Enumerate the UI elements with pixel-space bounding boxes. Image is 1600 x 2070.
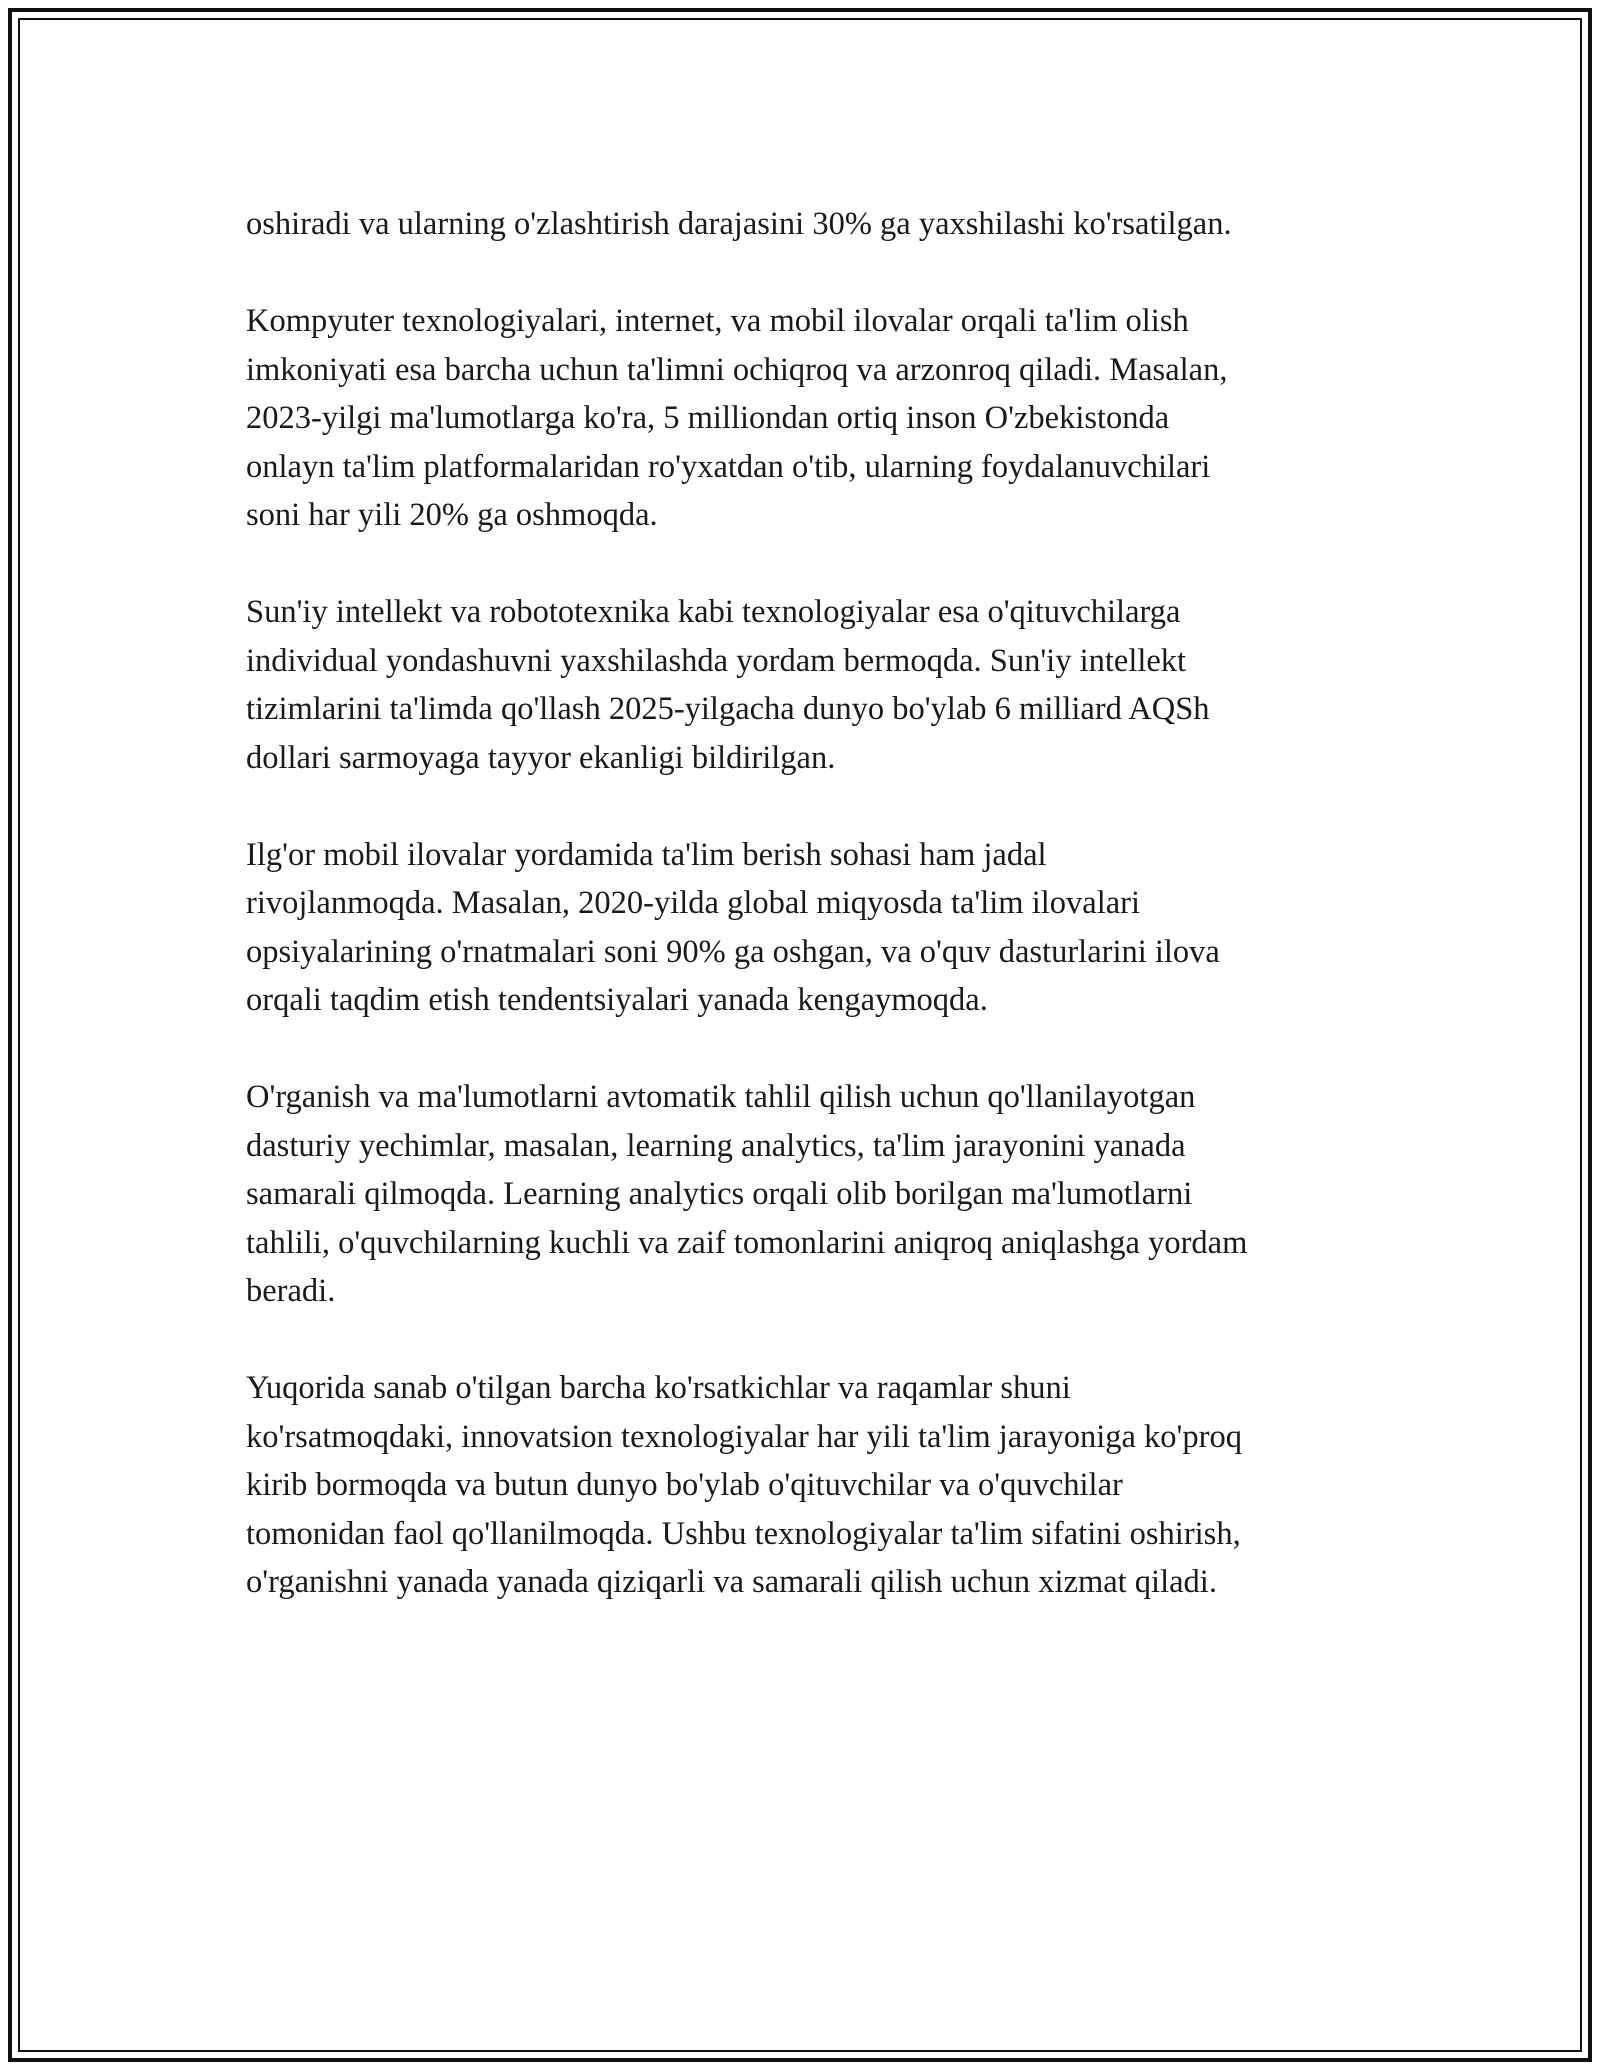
paragraph-5: O'rganish va ma'lumotlarni avtomatik tahlil qilish uchun qo'llanilayotgan dasturiy yechimlar, masalan, learning analytics, ta'lim jarayonini yanada samarali qilmoqda. Learning analytics orqali olib borilgan ma'lumotlarni tahlili, o'quvchilarning kuchli va zaif tomonlarini aniqroq aniqlashga yordam beradi. [246, 1079, 1248, 1309]
page-border-inner [18, 18, 1582, 2052]
document-body [246, 200, 1396, 1655]
paragraph-3: Sun'iy intellekt va robototexnika kabi texnologiyalar esa o'qituvchilarga individual yondashuvni yaxshilashda yordam bermoqda. Sun'iy intellekt tizimlarini ta'limda qo'llash 2025-yilgacha dunyo bo'ylab 6 milliard AQSh dollari sarmoyaga tayyor ekanligi bildirilgan. [246, 594, 1210, 776]
paragraph-4: Ilg'or mobil ilovalar yordamida ta'lim berish sohasi ham jadal rivojlanmoqda. Masalan, 2020-yilda global miqyosda ta'lim ilovalari opsiyalarining o'rnatmalari soni 90% ga oshgan, va o'quv dasturlarini ilova orqali taqdim etish tendentsiyalari yanada kengaymoqda. [246, 836, 1220, 1018]
paragraph-6: Yuqorida sanab o'tilgan barcha ko'rsatkichlar va raqamlar shuni ko'rsatmoqdaki, innovatsion texnologiyalar har yili ta'lim jarayoniga ko'proq kirib bormoqda va butun dunyo bo'ylab o'qituvchilar va o'quvchilar tomonidan faol qo'llanilmoqda. Ushbu texnologiyalar ta'lim sifatini oshirish, o'rganishni yanada yanada qiziqarli va samarali qilish uchun xizmat qiladi. [246, 1370, 1242, 1600]
paragraph-1: oshiradi va ularning o'zlashtirish darajasini 30% ga yaxshilashi ko'rsatilgan. [246, 206, 1232, 242]
paragraph-2: Kompyuter texnologiyalari, internet, va mobil ilovalar orqali ta'lim olish imkoniyati esa barcha uchun ta'limni ochiqroq va arzonroq qiladi. Masalan, 2023-yilgi ma'lumotlarga ko'ra, 5 milliondan ortiq inson O'zbekistonda onlayn ta'lim platformalaridan ro'yxatdan o'tib, ularning foydalanuvchilari soni har yili 20% ga oshmoqda. [246, 303, 1228, 533]
page-border-outer [8, 8, 1592, 2062]
